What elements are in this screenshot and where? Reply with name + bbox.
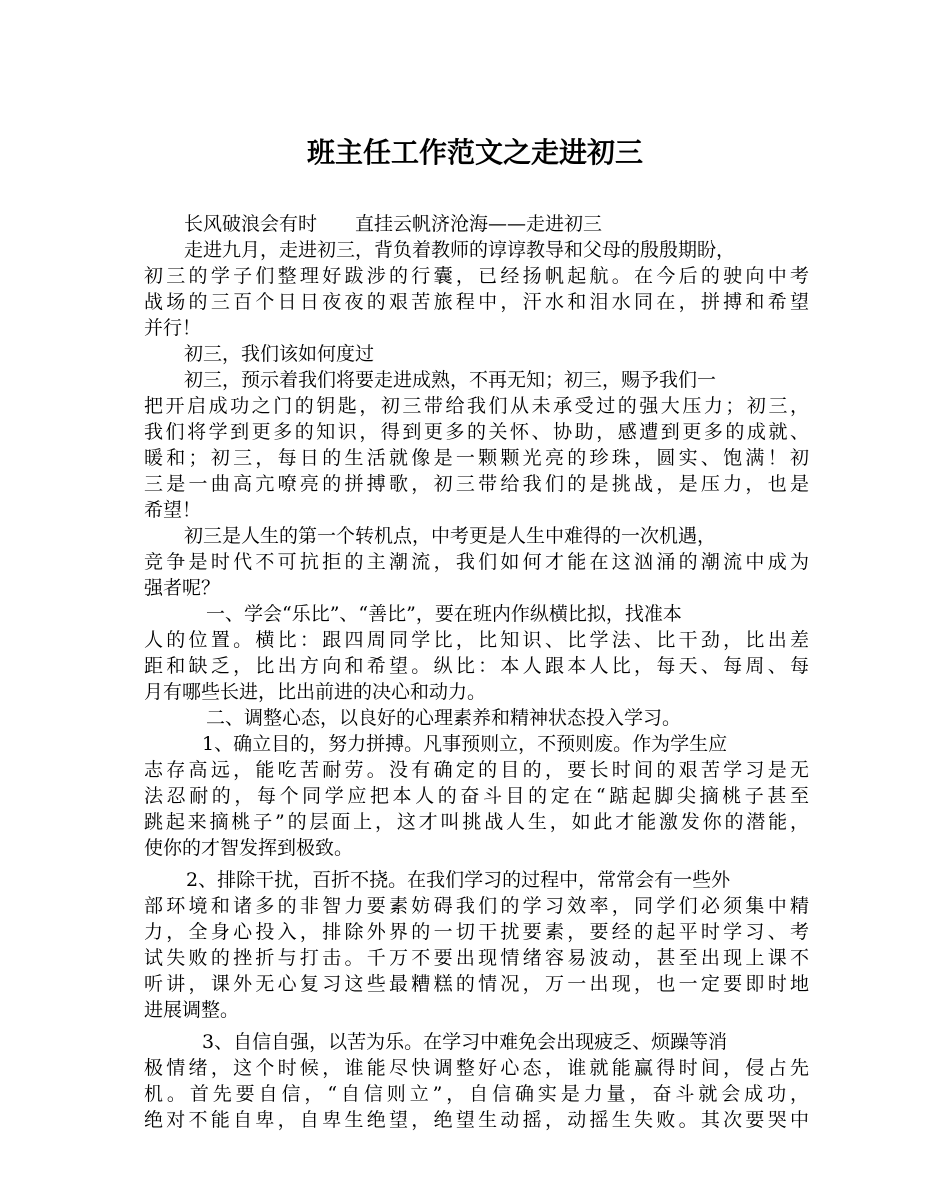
paragraph-line: 志存高远，能吃苦耐劳。没有确定的目的，要长时间的艰苦学习是无 (144, 759, 809, 781)
paragraph-line: 听讲，课外无心复习这些最糟糕的情况，万一出现，也一定要即时地 (144, 973, 809, 995)
paragraph-line: 我们将学到更多的知识，得到更多的关怀、协助，感遭到更多的成就、 (144, 421, 809, 443)
paragraph-line: 暖和；初三，每日的生活就像是一颗颗光亮的珍珠，圆实、饱满！初 (144, 447, 809, 469)
paragraph-line: 走进九月，走进初三，背负着教师的谆谆教导和父母的殷殷期盼， (184, 239, 736, 261)
paragraph-line: 距和缺乏，比出方向和希望。纵比：本人跟本人比，每天、每周、每 (144, 655, 809, 677)
paragraph-line: 3、自信自强，以苦为乐。在学习中难免会出现疲乏、烦躁等消 (202, 1031, 728, 1053)
paragraph-line: 部环境和诸多的非智力要素妨碍我们的学习效率，同学们必须集中精 (144, 895, 809, 917)
paragraph-line: 力，全身心投入，排除外界的一切干扰要素，要经的起平时学习、考 (144, 921, 809, 943)
paragraph-line: 人的位置。横比：跟四周同学比，比知识、比学法、比干劲，比出差 (144, 629, 809, 651)
document-body (144, 211, 809, 1133)
paragraph-line: 战场的三百个日日夜夜的艰苦旅程中，汗水和泪水同在，拼搏和希望 (144, 291, 809, 313)
subtitle-line: 长风破浪会有时 直挂云帆济沧海——走进初三 (184, 213, 603, 235)
paragraph-line: 使你的才智发挥到极致。 (144, 837, 354, 859)
paragraph-line: 一、学会“乐比”、“善比”，要在班内作纵横比拟，找准本 (206, 603, 682, 625)
section-heading: 初三，我们该如何度过 (184, 343, 375, 365)
paragraph-line: 把开启成功之门的钥匙，初三带给我们从未承受过的强大压力；初三， (144, 395, 809, 417)
paragraph-line: 法忍耐的，每个同学应把本人的奋斗目的定在“踮起脚尖摘桃子甚至 (144, 785, 809, 807)
paragraph-line: 极情绪，这个时候，谁能尽快调整好心态，谁就能赢得时间，侵占先 (144, 1057, 809, 1079)
paragraph-line: 跳起来摘桃子”的层面上，这才叫挑战人生，如此才能激发你的潜能， (144, 811, 809, 833)
section-heading: 二、调整心态，以良好的心理素养和精神状态投入学习。 (206, 707, 682, 729)
paragraph-line: 月有哪些长进，比出前进的决心和动力。 (144, 681, 487, 703)
paragraph-line: 1、确立目的，努力拼搏。凡事预则立，不预则废。作为学生应 (202, 733, 728, 755)
paragraph-line: 三是一曲高亢嘹亮的拼搏歌，初三带给我们的是挑战，是压力，也是 (144, 473, 809, 495)
paragraph-line: 初三，预示着我们将要走进成熟，不再无知；初三，赐予我们一 (184, 369, 717, 391)
paragraph-line: 2、排除干扰，百折不挠。在我们学习的过程中，常常会有一些外 (186, 869, 731, 891)
document-title: 班主任工作范文之走进初三 (306, 136, 643, 169)
paragraph-line: 进展调整。 (144, 999, 240, 1021)
paragraph-line: 希望！ (144, 499, 202, 521)
paragraph-line: 初三的学子们整理好跋涉的行囊，已经扬帆起航。在今后的驶向中考 (144, 265, 809, 287)
paragraph-line: 并行！ (144, 317, 202, 339)
paragraph-line: 竞争是时代不可抗拒的主潮流，我们如何才能在这汹涌的潮流中成为 (144, 551, 809, 573)
paragraph-line: 试失败的挫折与打击。千万不要出现情绪容易波动，甚至出现上课不 (144, 947, 809, 969)
paragraph-line: 绝对不能自卑，自卑生绝望，绝望生动摇，动摇生失败。其次要哭中 (144, 1109, 809, 1131)
paragraph-line: 初三是人生的第一个转机点，中考更是人生中难得的一次机遇， (184, 525, 717, 547)
paragraph-line: 强者呢？ (144, 577, 221, 599)
paragraph-line: 机。首先要自信，“自信则立”，自信确实是力量，奋斗就会成功， (144, 1083, 809, 1105)
